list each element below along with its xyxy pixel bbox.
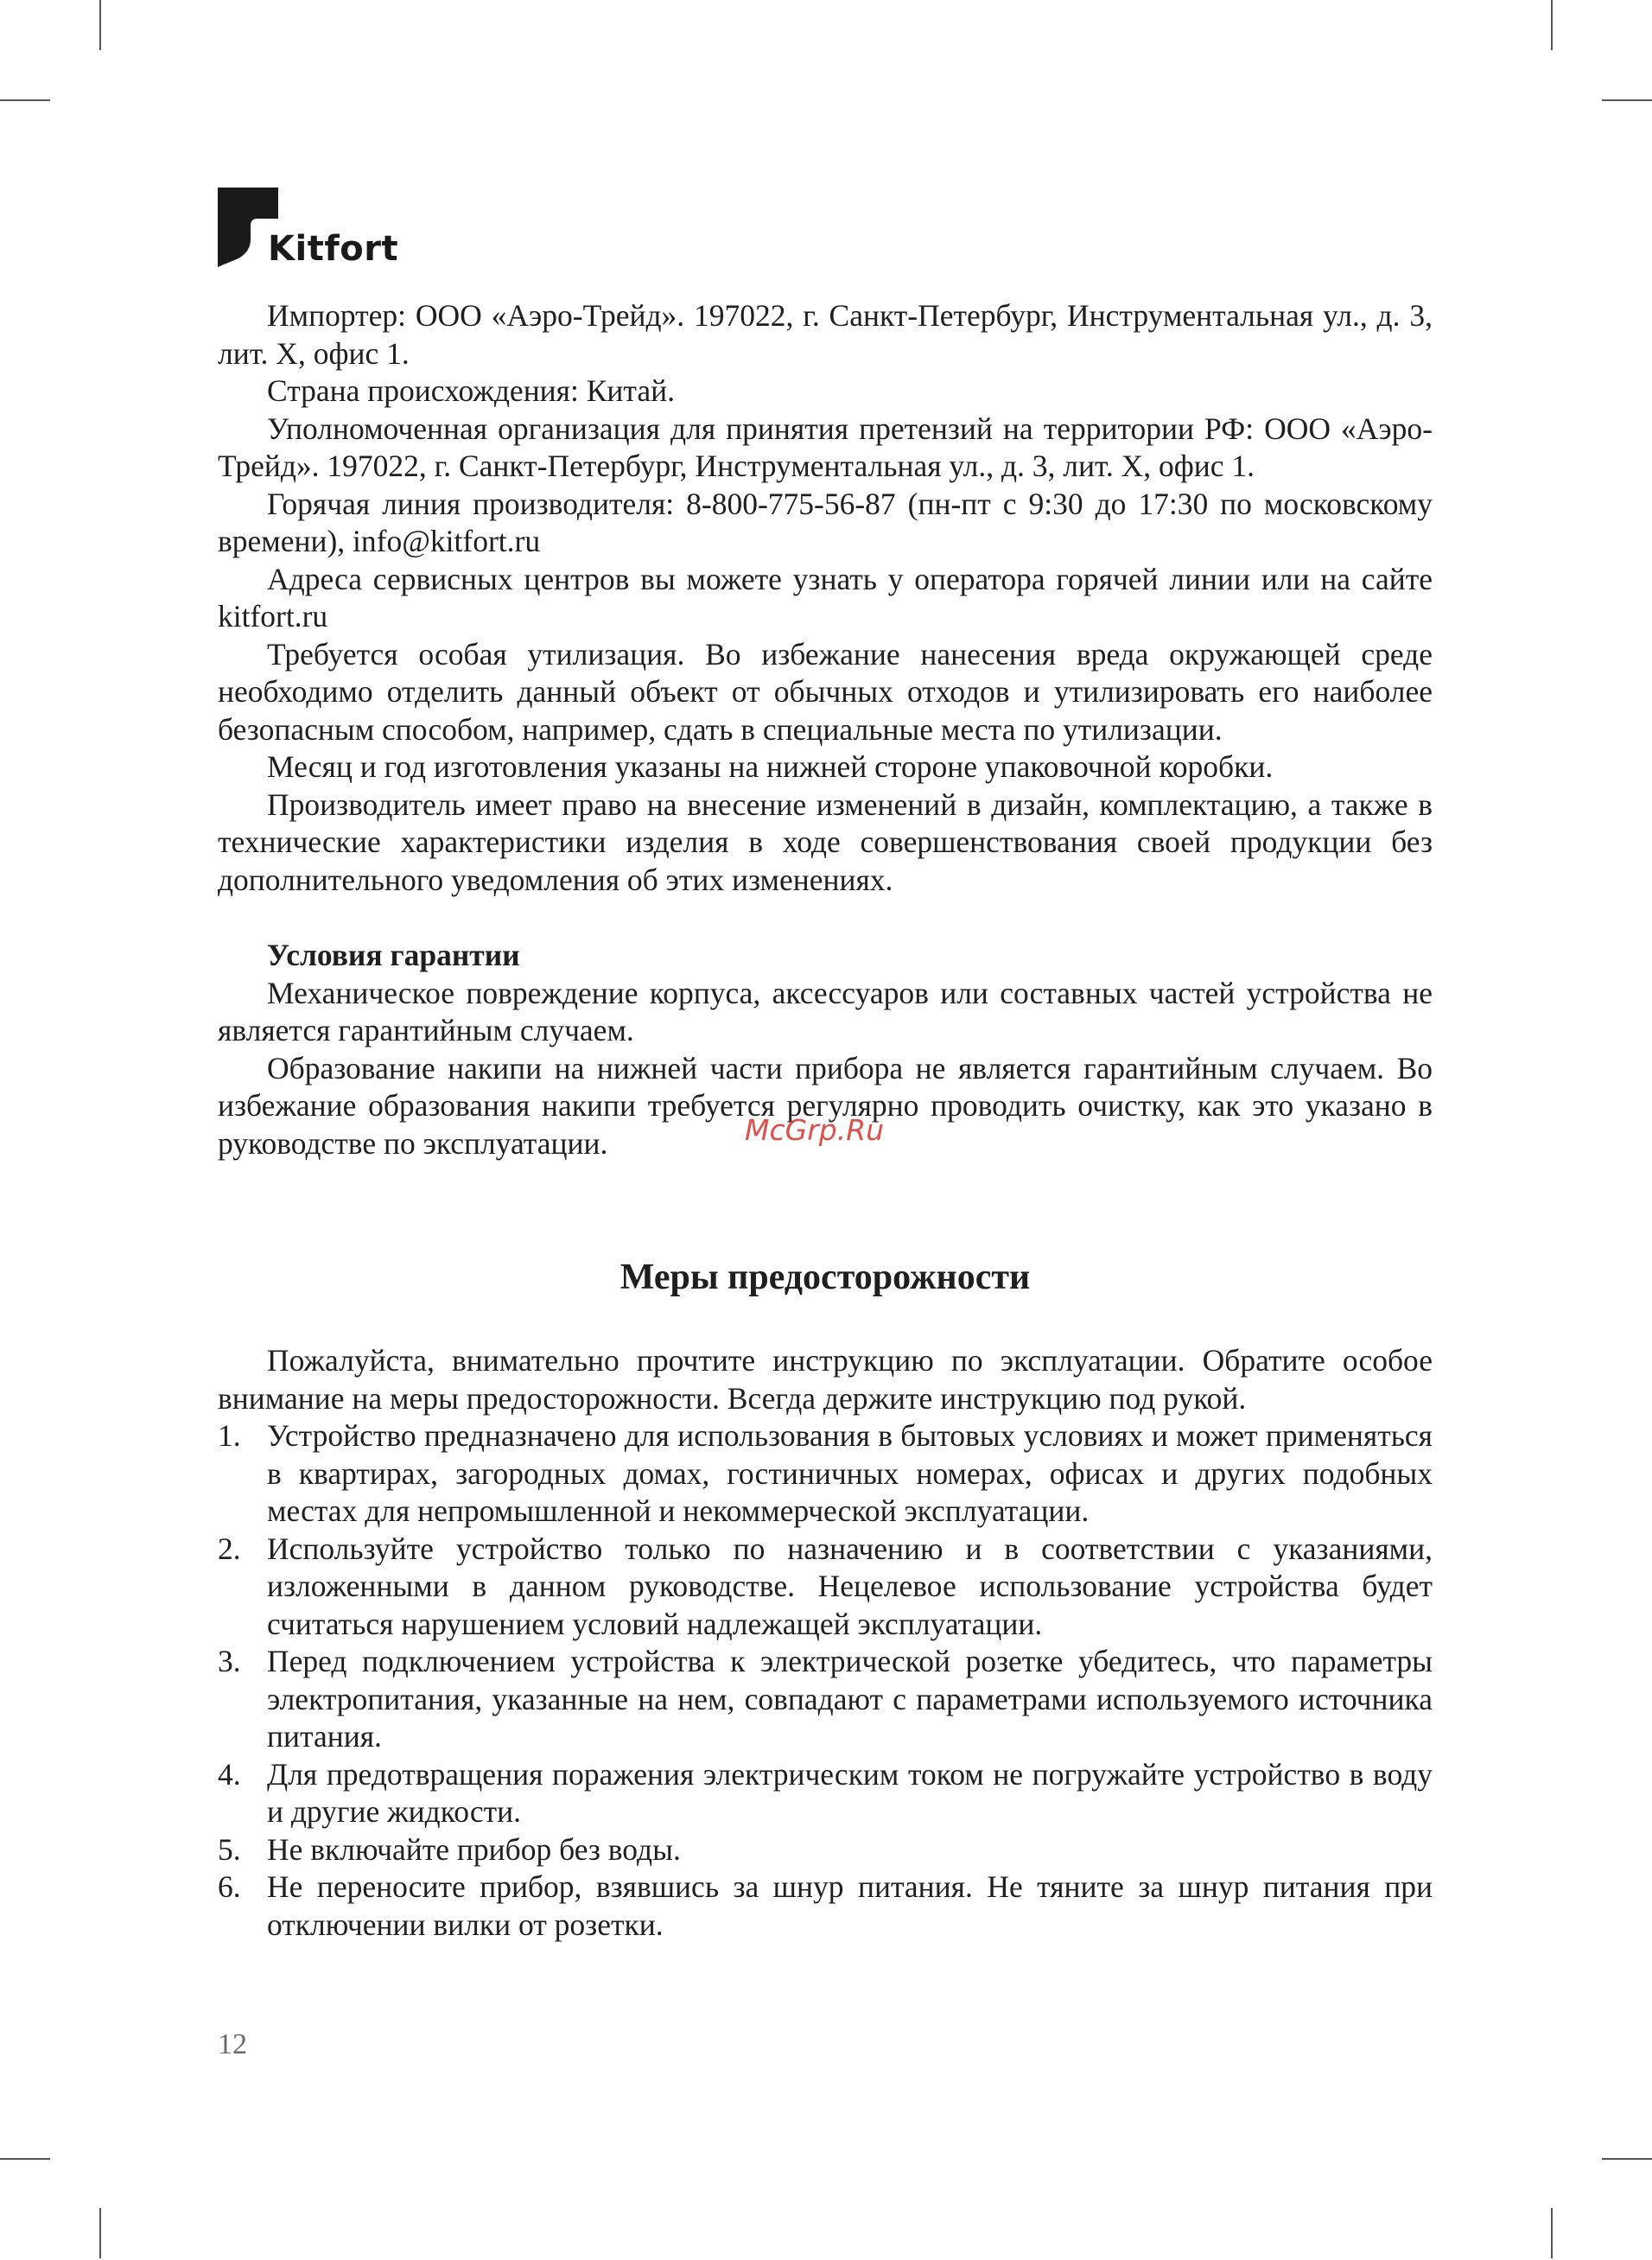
warranty-paragraph: Механическое повреждение корпуса, аксессуаров или составных частей устройства не является гарантийным случаем. <box>218 975 1433 1047</box>
list-item-number: 3. <box>218 1644 241 1678</box>
list-item-text: Не переносите прибор, взявшись за шнур питания. Не тяните за шнур питания при отключении вилки от розетки. <box>267 1869 1433 1942</box>
crop-mark-bottom-right <box>1551 2208 1553 2258</box>
hotline-paragraph: Горячая линия производителя: 8-800-775-56-87 (пн-пт с 9:30 до 17:30 по московскому времени), info@kitfort.ru <box>218 486 1433 558</box>
list-item <box>218 1643 1433 1756</box>
list-item-number: 2. <box>218 1531 241 1566</box>
list-item-text: Для предотвращения поражения электрическим током не погружайте устройство в воду и другие жидкости. <box>267 1756 1433 1829</box>
precautions-list <box>218 1417 1433 1944</box>
list-item-text: Не включайте прибор без воды. <box>267 1831 681 1867</box>
crop-mark-left-top <box>0 99 50 101</box>
crop-mark-right-bottom <box>1602 2158 1652 2160</box>
list-item-number: 5. <box>218 1831 241 1867</box>
crop-mark-bottom-left <box>99 2208 101 2258</box>
importer-paragraph: Импортер: ООО «Аэро-Трейд». 197022, г. Санкт-Петербург, Инструментальная ул., д. 3, лит. Х, офис 1. <box>218 298 1433 371</box>
list-item-number: 6. <box>218 1869 241 1904</box>
list-item-text: Устройство предназначено для использования в бытовых условиях и может применяться в квартирах, загородных домах, гостиничных номерах, офисах и других подобных местах для непромышленной и некоммерческой эксплуатации. <box>267 1418 1433 1528</box>
page-number: 12 <box>218 2028 247 2060</box>
crop-mark-right-top <box>1602 99 1652 101</box>
changes-paragraph: Производитель имеет право на внесение изменений в дизайн, комплектацию, а также в технические характеристики изделия в ходе совершенствования своей продукции без дополнительного уведомления об этих изменениях. <box>218 786 1433 897</box>
list-item <box>218 1531 1433 1644</box>
list-item <box>218 1756 1433 1831</box>
crop-mark-top-left <box>99 0 101 50</box>
claims-org-paragraph: Уполномоченная организация для принятия претензий на территории РФ: ООО «Аэро-Трейд». 197022, г. Санкт-Петербург, Инструментальная ул., д. 3, лит. Х, офис 1. <box>218 411 1433 483</box>
list-item <box>218 1868 1433 1944</box>
precautions-intro: Пожалуйста, внимательно прочтите инструкцию по эксплуатации. Обратите особое внимание на меры предосторожности. Всегда держите инструкцию под рукой. <box>218 1343 1433 1416</box>
watermark: McGrp.Ru <box>745 1113 885 1147</box>
warranty-heading: Условия гарантии <box>267 938 520 972</box>
service-centers-paragraph: Адреса сервисных центров вы можете узнать у оператора горячей линии или на сайте kitfort.ru <box>218 561 1433 633</box>
list-item-text: Используйте устройство только по назначению и в соответствии с указаниями, изложенными в данном руководстве. Нецелевое использование устройства будет считаться нарушением условий надлежащей эксплуатации. <box>267 1531 1433 1641</box>
list-item-text: Перед подключением устройства к электрической розетке убедитесь, что параметры электропитания, указанные на нем, совпадают с параметрами используемого источника питания. <box>267 1644 1433 1754</box>
manufacture-date-paragraph: Месяц и год изготовления указаны на нижней стороне упаковочной коробки. <box>267 749 1274 784</box>
crop-mark-top-right <box>1551 0 1553 50</box>
warranty-paragraph: Образование накипи на нижней части прибора не является гарантийным случаем. Во избежание образования накипи требуется регулярно проводить очистку, как это указано в руководстве по эксплуатации. <box>218 1050 1433 1161</box>
list-item <box>218 1831 1433 1869</box>
list-item-number: 4. <box>218 1756 241 1792</box>
brand-name: Kitfort <box>268 229 399 269</box>
disposal-paragraph: Требуется особая утилизация. Во избежание нанесения вреда окружающей среде необходимо отделить данный объект от обычных отходов и утилизировать его наиболее безопасным способом, например, сдать в специальные места по утилизации. <box>218 636 1433 747</box>
crop-mark-left-bottom <box>0 2158 50 2160</box>
origin-paragraph: Страна происхождения: Китай. <box>267 373 676 408</box>
list-item <box>218 1417 1433 1531</box>
precautions-title: Меры предосторожности <box>620 1257 1031 1297</box>
list-item-number: 1. <box>218 1418 241 1453</box>
